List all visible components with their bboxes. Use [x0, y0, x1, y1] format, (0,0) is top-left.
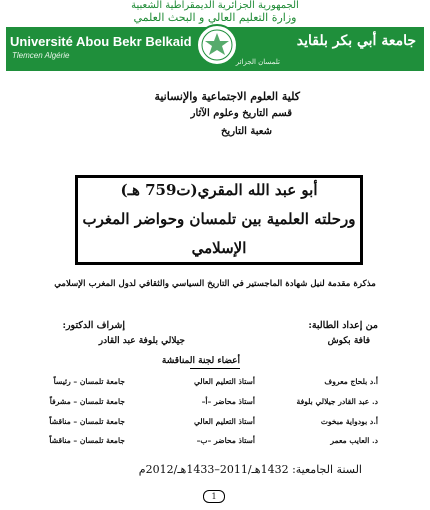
committee-member-name: د. العايب معمر — [330, 436, 378, 445]
supervisor-name: جيلالي بلوفة عبد القادر — [98, 336, 185, 346]
committee-underline — [190, 368, 240, 369]
committee-member-name: أ.د بودواية مبخوت — [320, 417, 378, 426]
republic-header: الجمهورية الجزائرية الديمقراطية الشعبية — [131, 0, 299, 11]
committee-member-rank: أستاذ محاضر –ب– — [196, 436, 255, 445]
committee-member-name: أ.د بلحاج معروف — [324, 377, 378, 386]
committee-member-rank: أستاذ التعليم العالي — [193, 377, 255, 386]
academic-year: السنة الجامعية: 1432هـ/2011–1433هـ/2012م — [138, 463, 362, 476]
university-logo-icon — [196, 24, 238, 66]
university-location-ar: تلمسان الجزائر — [235, 58, 280, 66]
committee-member-affiliation: جامعة تلمسان – رئيساً — [53, 377, 125, 386]
page-number: 1 — [203, 490, 225, 503]
student-heading: من إعداد الطالبة: — [308, 320, 378, 331]
university-location-fr: Tlemcen Algérie — [12, 51, 70, 60]
memo-description: مذكرة مقدمة لنيل شهادة الماجستير في التاريخ السياسي والثقافي لدول المغرب الإسلامي — [54, 279, 376, 289]
committee-member-rank: أستاذ التعليم العالي — [193, 417, 255, 426]
university-name-fr: Université Abou Bekr Belkaid — [10, 34, 192, 49]
committee-heading: أعضاء لجنة المناقشة — [161, 356, 240, 366]
university-name-ar: جامعة أبي بكر بلقايد — [296, 33, 416, 49]
branch-name: شعبة التاريخ — [220, 126, 272, 137]
student-name: فافة بكوش — [327, 336, 370, 346]
thesis-title-line-3: الإسلامي — [191, 239, 247, 257]
committee-member-affiliation: جامعة تلمسان – مناقشاً — [49, 417, 125, 426]
thesis-title-line-1: أبو عبد الله المقري(ت759 هـ) — [120, 181, 318, 199]
thesis-title-line-2: ورحلته العلمية بين تلمسان وحواضر المغرب — [82, 210, 356, 228]
committee-member-name: د. عبد القادر جيلالي بلوفة — [296, 397, 378, 406]
faculty-name: كلية العلوم الاجتماعية والإنسانية — [154, 90, 300, 103]
committee-member-affiliation: جامعة تلمسان – مناقشاً — [49, 436, 125, 445]
department-name: قسم التاريخ وعلوم الآثار — [190, 108, 292, 119]
supervisor-heading: إشراف الدكتور: — [62, 320, 125, 331]
ministry-header: وزارة التعليم العالي و البحث العلمي — [133, 11, 297, 24]
committee-member-rank: أستاذ محاضر –أ– — [201, 397, 255, 406]
committee-member-affiliation: جامعة تلمسان – مشرفاً — [49, 397, 125, 406]
